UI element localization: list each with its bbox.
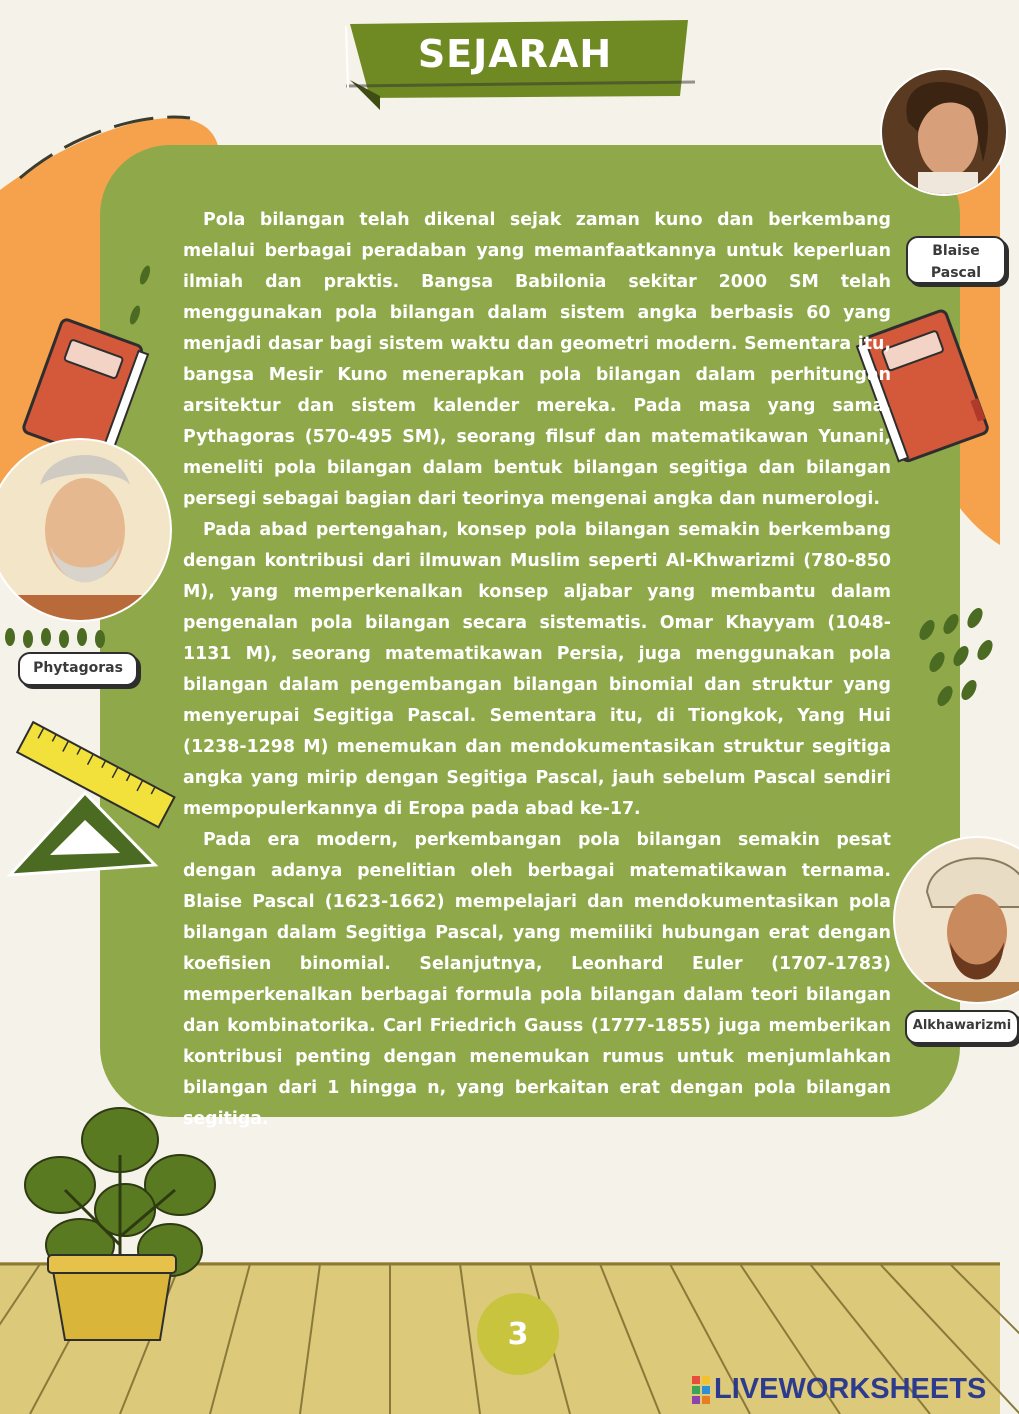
- phytagoras-portrait: [0, 425, 175, 635]
- pascal-label-line1: Blaise: [932, 243, 980, 259]
- phytagoras-label: Phytagoras: [18, 652, 138, 686]
- paragraph-medieval: Pada abad pertengahan, konsep pola bilangan semakin berkembang dengan kontribusi dari ilmuwan Muslim seperti Al-Khwarizmi (780-850 M), yang memperkenalkan konsep aljabar yang membantu dalam pengenalan pola bilangan secara sistematis. Omar Khayyam (1048-1131 M), seorang matematikawan Persia, juga menggunakan pola bilangan dalam pengembangan bilangan binomial dan struktur yang menyerupai Segitiga Pascal. Sementara itu, di Tiongkok, Yang Hui (1238-1298 M) menemukan dan mendokumentasikan struktur segitiga angka yang mirip dengan Segitiga Pascal, jauh sebelum Pascal sendiri mempopulerkannya di Eropa pada abad ke-17.: [183, 520, 891, 819]
- pascal-label-line2: Pascal: [930, 265, 982, 281]
- alkhawarizmi-portrait: [892, 832, 1002, 1007]
- pascal-label: [906, 236, 1006, 284]
- liveworksheets-logo-icon: [690, 1374, 712, 1404]
- leaf-dots-right: [915, 610, 1000, 720]
- alkhawarizmi-label: Alkhawarizmi: [905, 1010, 1019, 1044]
- pascal-portrait: [878, 52, 1008, 212]
- paragraph-ancient: Pola bilangan telah dikenal sejak zaman kuno dan berkembang melalui berbagai peradaban yang memanfaatkannya untuk keperluan ilmiah dan praktis. Bangsa Babilonia sekitar 2000 SM telah menggunakan pola bilangan dalam sistem angka berbasis 60 yang menjadi dasar bagi sistem waktu dan geometri modern. Sementara itu, bangsa Mesir Kuno menerapkan pola bilangan dalam perhitungan arsitektur dan sistem kalender mereka. Pada masa yang sama, Pythagoras (570-495 SM), seorang filsuf dan matematikawan Yunani, meneliti pola bilangan dalam bentuk bilangan segitiga dan bilangan persegi sebagai bagian dari teorinya mengenai angka dan numerologi.: [183, 210, 891, 509]
- page-title: SEJARAH: [417, 32, 613, 76]
- paragraph-modern: Pada era modern, perkembangan pola bilangan semakin pesat dengan adanya penelitian oleh berbagai matematikawan ternama. Blaise Pascal (1623-1662) mempelajari dan mendokumentasikan pola bilangan dalam Segitiga Pascal, yang memiliki hubungan erat dengan koefisien binomial. Selanjutnya, Leonhard Euler (1707-1783) memperkenalkan berbagai formula pola bilangan dalam teori bilangan dan kombinatorika. Carl Friedrich Gauss (1777-1855) juga memberikan kontribusi penting dengan menemukan rumus untuk menjumlahkan bilangan dari 1 hingga n, yang berkaitan erat dengan pola bilangan segitiga.: [183, 830, 891, 1129]
- page-number: 3: [477, 1293, 559, 1375]
- liveworksheets-text: LIVEWORKSHEETS: [714, 1372, 987, 1405]
- potted-plant-icon: [10, 1095, 220, 1345]
- ruler-icon: [5, 715, 175, 885]
- history-text: [183, 205, 891, 1135]
- liveworksheets-logo: [690, 1372, 986, 1406]
